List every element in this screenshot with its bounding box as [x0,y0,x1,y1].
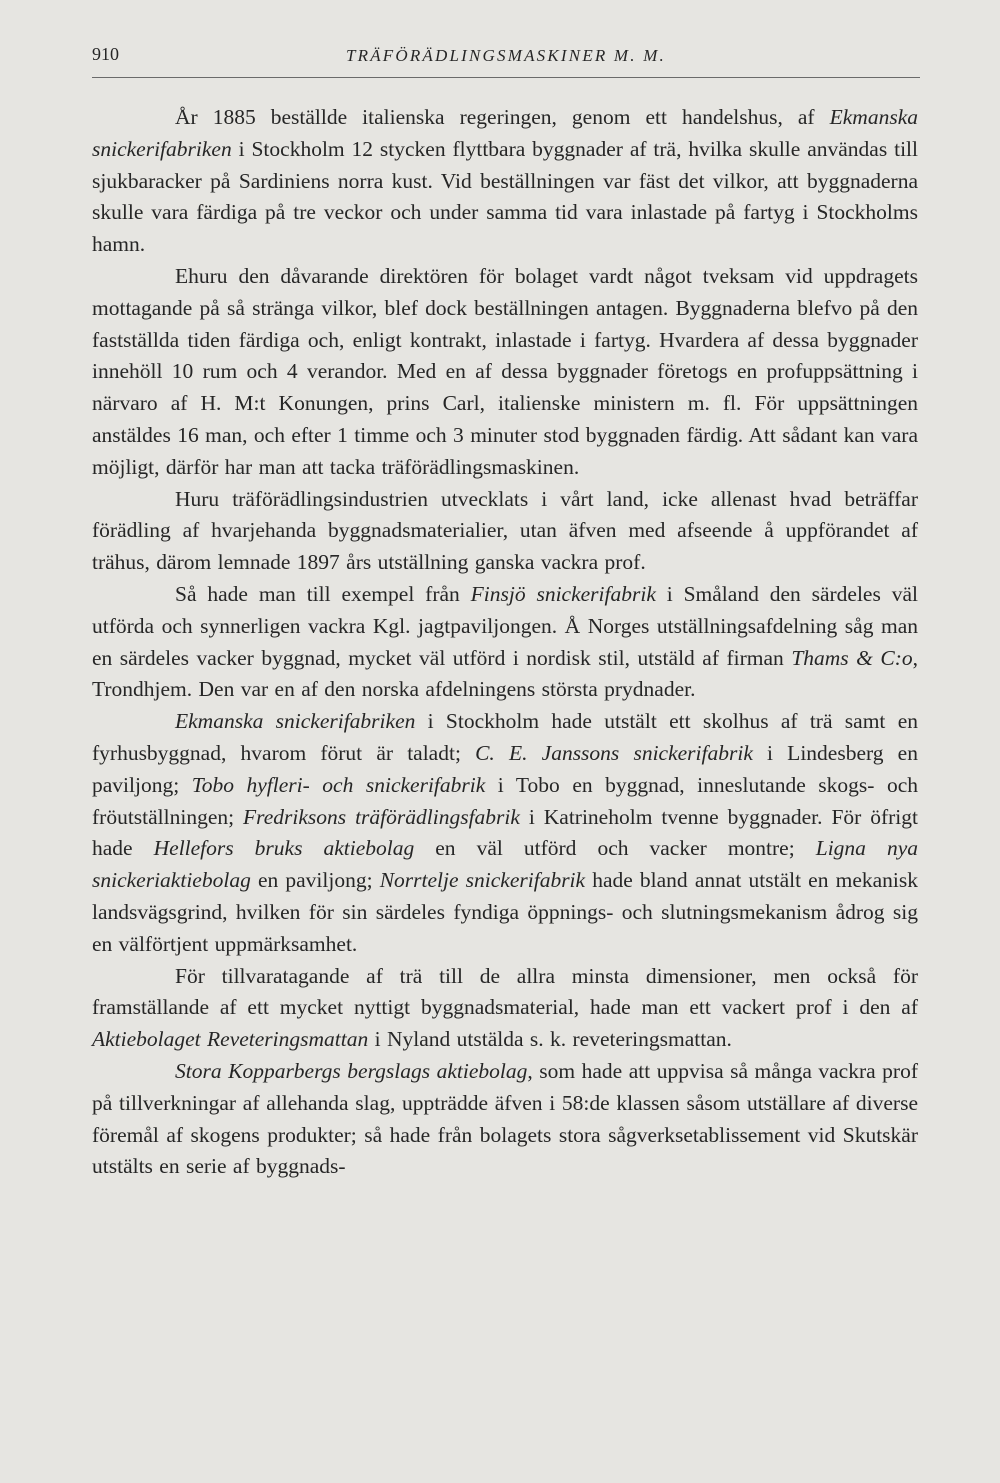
italic-name: Norrtelje snickerifabrik [379,868,586,893]
italic-name: Hellefors bruks aktiebolag [153,836,415,861]
italic-name: C. E. Janssons snickerifabrik [475,740,753,765]
italic-name: Ekmanska snickerifabriken [175,709,416,734]
italic-name: Ligna nya snickeriaktiebolag [92,836,918,893]
italic-name: Ekmanska snickerifabriken [92,105,918,161]
body-text [92,102,918,1183]
text-run: År 1885 beställde italienska regeringen, genom ett handelshus, af [175,105,830,129]
text-run: en väl utförd och vacker montre; [414,836,816,861]
text-run: i Nyland utstälda s. k. reveteringsmattan. [368,1027,732,1052]
text-run: hade bland annat utstält en mekanisk landsvägsgrind, hvilken för sin särdeles fyndiga öppnings- och slutningsmekanism ådrog sig en välförtjent uppmärksamhet. [92,868,919,956]
header-rule [92,77,920,78]
text-run: Ehuru den dåvarande direktören för bolaget vardt något tveksam vid uppdragets mottagande på så stränga vilkor, blef dock beställningen antagen. Byggnaderna blefvo på den fastställda tiden färdiga och, enligt kontrakt, inlastade i fartyg. Hvardera af dessa byggnader innehöll 10 rum och 4 verandor. Med en af dessa byggnader företogs en profuppsättning i närvaro af H. M:t Konungen, prins Carl, italienske ministern m. fl. För uppsättningen anstäldes 16 man, och efter 1 timme och 3 minuter stod byggnaden färdig. Att sådant kan vara möjligt, därför har man att tacka träförädlingsmaskinen. [92,263,918,479]
text-run: För tillvaratagande af trä till de allra minsta dimensioner, men också för framställande af ett mycket nyttigt byggnadsmaterial, hade man ett vackert prof i den af [92,963,918,1020]
paragraph-3 [92,484,918,579]
text-run: i Stockholm hade utstält ett skolhus af trä samt en fyrhusbyggnad, hvarom förut är taladt; [92,709,918,765]
running-title: TRÄFÖRÄDLINGSMASKINER M. M. [345,46,667,65]
paragraph-2 [92,261,918,484]
text-run: , Trondhjem. Den var en af den norska afdelningens största prydnader. [92,645,919,702]
text-run: i Katrineholm tvenne byggnader. För öfrigt hade [92,804,918,861]
text-run: i Lindesberg en paviljong; [92,740,918,797]
text-run: en paviljong; [250,868,380,893]
paragraph-6 [92,961,918,1056]
text-run: i Tobo en byggnad, inneslutande skogs- och fröutställningen; [92,772,918,829]
italic-name: Aktiebolaget Reveteringsmattan [92,1027,369,1052]
paragraph-4 [92,579,918,706]
paragraph-5 [92,706,918,960]
page-header [92,44,920,78]
text-run: i Småland den särdeles väl utförda och synnerligen vackra Kgl. jagtpaviljongen. Å Norges utställningsafdelning såg man en särdeles vacker byggnad, mycket väl utförd i nordisk stil, utstäld af firman [92,581,918,670]
text-run: Huru träförädlingsindustrien utvecklats i vårt land, icke allenast hvad beträffar förädling af hvarjehanda byggnadsmaterialier, utan äfven med afseende å uppförandet af trähus, därom lemnade 1897 års utställning ganska vackra prof. [92,486,918,575]
page-number: 910 [92,44,119,64]
paragraph-1 [92,102,918,261]
paragraph-7 [92,1056,918,1183]
italic-name: Stora Kopparbergs bergslags aktiebolag [175,1058,528,1083]
italic-name: Finsjö snickerifabrik [470,581,656,606]
text-run: Så hade man till exempel från [175,581,471,606]
italic-name: Fredriksons träförädlingsfabrik [243,804,520,829]
italic-name: Thams & C:o [791,645,913,670]
text-run: , som hade att uppvisa så många vackra prof på tillverkningar af allehanda slag, uppträdde äfven i 58:de klassen såsom utställare af diverse föremål af skogens produkter; så hade från bolagets stora sågverksetablissement vid Skutskär utstälts en serie af byggnads- [92,1058,918,1179]
italic-name: Tobo hyfleri- och snickerifabrik [191,772,486,797]
text-run: i Stockholm 12 stycken flyttbara byggnader af trä, hvilka skulle användas till sjukbaracker på Sardiniens norra kust. Vid beställningen var fäst det vilkor, att byggnaderna skulle vara färdiga på tre veckor och under samma tid vara inlastade på fartyg i Stockholms hamn. [92,136,918,257]
